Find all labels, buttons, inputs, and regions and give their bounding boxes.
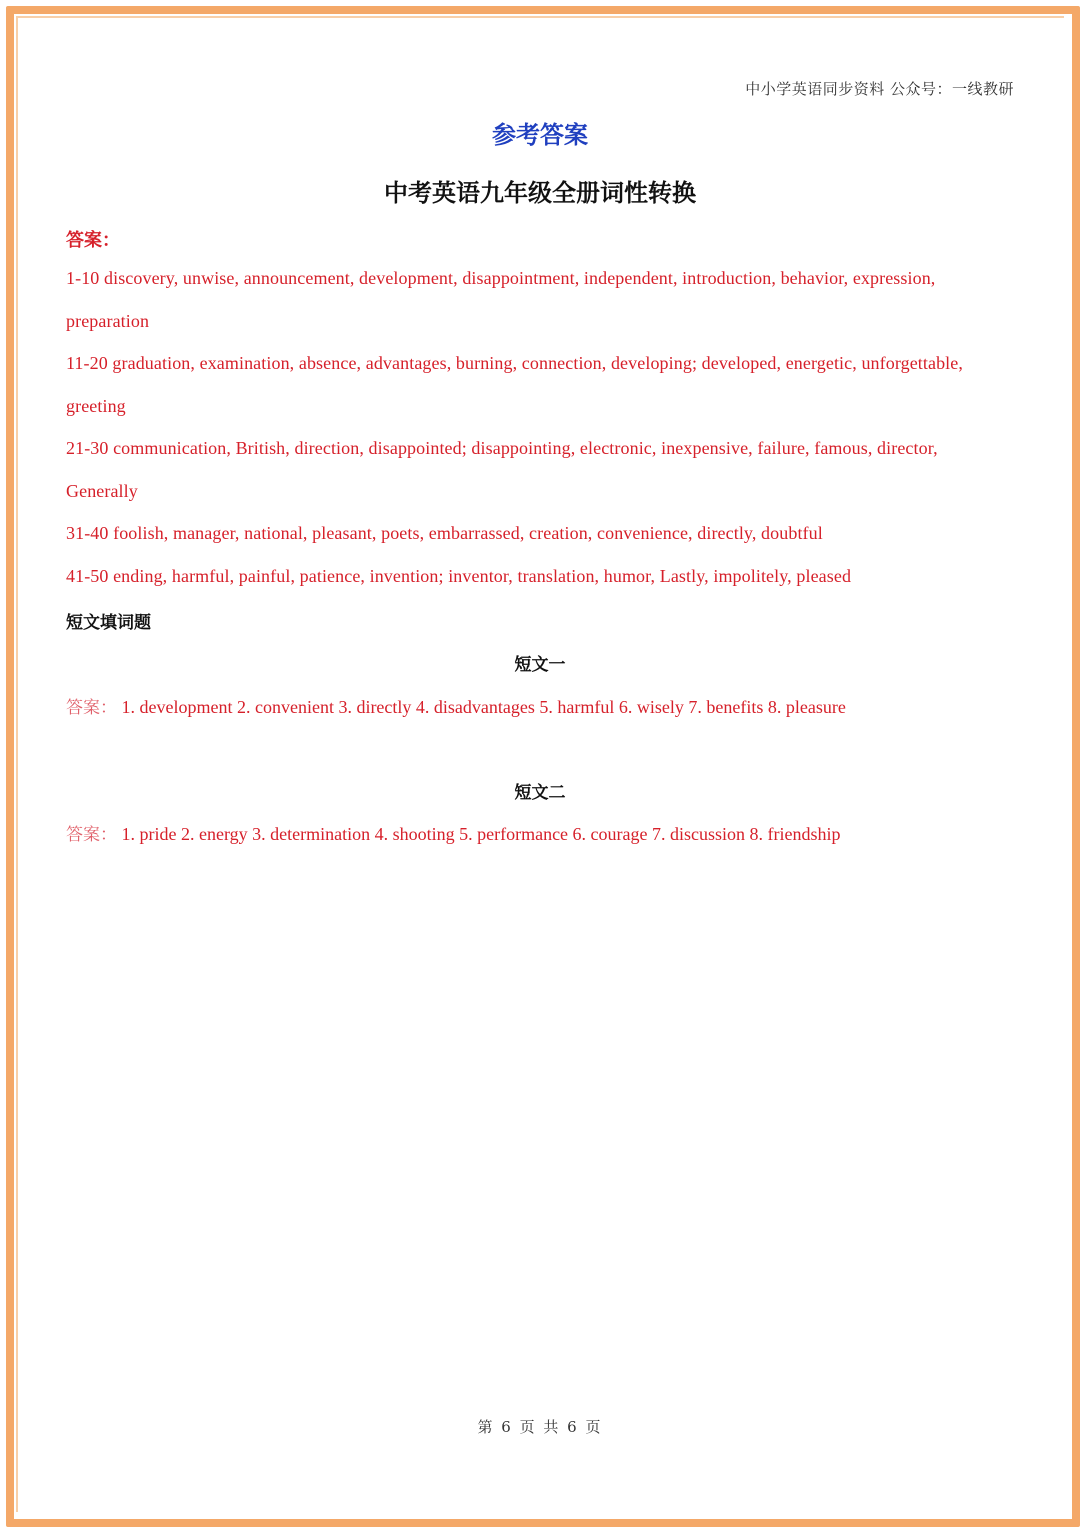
answer-line: 41-50 ending, harmful, painful, patience, invention; inventor, translation, humor, Lastly, impolitely, pleased bbox=[66, 566, 852, 586]
header-note: 中小学英语同步资料 公众号：一线教研 bbox=[745, 80, 1014, 98]
answer-title: 参考答案 bbox=[492, 121, 588, 149]
passage-answer bbox=[66, 820, 841, 845]
answer-line: preparation bbox=[66, 311, 150, 331]
passage-answer-text: 1. development 2. convenient 3. directly 4. disadvantages 5. harmful 6. wisely 7. benefits 8. pleasure bbox=[121, 697, 846, 717]
answer-line: Generally bbox=[66, 481, 138, 501]
passage-title: 短文二 bbox=[514, 783, 566, 803]
passage-answer-prefix: 答案： bbox=[66, 825, 117, 845]
section-label: 短文填词题 bbox=[66, 613, 151, 633]
passage-answer-text: 1. pride 2. energy 3. determination 4. shooting 5. performance 6. courage 7. discussion 8. friendship bbox=[121, 824, 841, 844]
answer-line: 21-30 communication, British, direction, disappointed; disappointing, electronic, inexpensive, failure, famous, director, bbox=[66, 438, 938, 458]
passage-answer-prefix: 答案： bbox=[66, 698, 117, 718]
passage-answer bbox=[66, 693, 846, 718]
answer-line: 11-20 graduation, examination, absence, advantages, burning, connection, developing; developed, energetic, unforgettable, bbox=[66, 353, 963, 373]
document-title: 中考英语九年级全册词性转换 bbox=[384, 179, 696, 207]
answer-label: 答案： bbox=[66, 230, 120, 251]
page-footer: 第 6 页 共 6 页 bbox=[477, 1418, 603, 1436]
answer-line: greeting bbox=[66, 396, 126, 416]
passage-title: 短文一 bbox=[514, 655, 566, 675]
page-border-inner bbox=[16, 16, 1064, 1512]
answer-line: 1-10 discovery, unwise, announcement, development, disappointment, independent, introduction, behavior, expression, bbox=[66, 268, 936, 288]
answer-line: 31-40 foolish, manager, national, pleasant, poets, embarrassed, creation, convenience, directly, doubtful bbox=[66, 523, 823, 543]
